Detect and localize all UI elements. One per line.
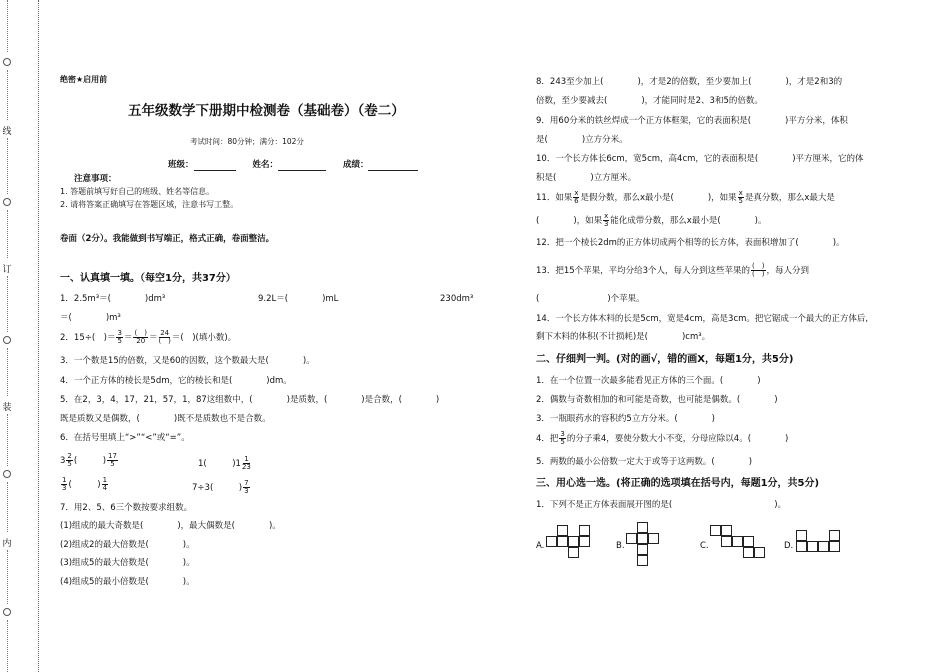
judge-4: 4．把 $\frac{3}{5}$ 的分子乘4，要使分数大小不变，分母应除以4。( ) bbox=[536, 430, 789, 446]
q6-row1-b: 1( )1 $\frac{1}{23}$ bbox=[198, 455, 251, 471]
name-label: 姓名： bbox=[252, 160, 278, 170]
q7-4: (4)组成5的最小倍数是( )。 bbox=[60, 577, 195, 587]
fraction: $\frac{17}{5}$ bbox=[108, 452, 117, 468]
binding-char: 装 bbox=[2, 403, 12, 413]
score-field[interactable] bbox=[368, 161, 418, 171]
q14-line1: 14．一个长方体木料的长是5cm，宽是4cm，高是3cm。把它锯成一个最大的正方体后, bbox=[536, 314, 869, 324]
section1-title: 一、认真填一填。（每空1分，共37分） bbox=[60, 273, 236, 284]
option-c-label: C. bbox=[700, 541, 709, 551]
score-label: 成绩： bbox=[342, 160, 369, 170]
q9-line2: 是( )立方分米。 bbox=[536, 135, 628, 145]
q1-a: 1．2.5m³＝( )dm³ bbox=[60, 294, 166, 304]
judge-3: 3．一瓶眼药水的容积约5立方分米。( ) bbox=[536, 414, 715, 424]
q14-line2: 剩下木料的体积(不计损耗)是( )cm³。 bbox=[536, 332, 711, 342]
q6: 6．在括号里填上“>”“<”或“=”。 bbox=[60, 433, 190, 443]
option-b-net bbox=[626, 522, 659, 566]
q3: 3．一个数是15的倍数，又是60的因数，这个数最大是( )。 bbox=[60, 356, 315, 366]
fraction: $\frac{24}{( )}$ bbox=[158, 329, 171, 345]
option-d-net bbox=[796, 530, 840, 554]
option-a-label: A. bbox=[536, 541, 545, 551]
fraction: $\frac{3}{5}$ bbox=[560, 430, 565, 446]
option-b-label: B. bbox=[616, 541, 625, 551]
q10-line1: 10．一个长方体长6cm，宽5cm，高4cm，它的表面积是( )平方厘米，它的体 bbox=[536, 154, 864, 164]
q13-line1: 13．把15个苹果，平均分给3个人，每人分到这些苹果的 $\frac{( )}{( )}$ ，每人分到 bbox=[536, 262, 810, 278]
note-item: 1. 答题前填写好自己的班级、姓名等信息。 bbox=[60, 187, 215, 196]
binding-char: 线 bbox=[2, 127, 12, 137]
q9-line1: 9．用60分米的铁丝焊成一个正方体框架，它的表面积是( )平方分米，体积 bbox=[536, 116, 848, 126]
fraction: $\frac{x}{5}$ bbox=[738, 189, 743, 205]
q6-row2-a: $\frac{1}{3}$ ( ) $\frac{1}{4}$ bbox=[62, 476, 108, 492]
q1-d: ＝( )m³ bbox=[60, 313, 121, 323]
note-item: 2. 请将答案正确填写在答题区域，注意书写工整。 bbox=[60, 200, 239, 209]
q12: 12．把一个棱长2dm的正方体切成两个相等的长方体，表面积增加了( )。 bbox=[536, 238, 845, 248]
notes-heading: 注意事项： bbox=[74, 174, 117, 184]
q7-3: (3)组成5的最大倍数是( )。 bbox=[60, 558, 195, 568]
binding-char: 内 bbox=[2, 539, 12, 549]
exam-info: 考试时间：80分钟；满分：102分 bbox=[190, 137, 304, 146]
q5-line2: 既是质数又是偶数，( )既不是质数也不是合数。 bbox=[60, 414, 271, 424]
q7-2: (2)组成2的最大倍数是( )。 bbox=[60, 540, 195, 550]
class-label: 班级： bbox=[168, 160, 194, 170]
q1-c: 230dm³ bbox=[440, 294, 474, 304]
fraction: $\frac{( )}{20}$ bbox=[134, 329, 147, 345]
q8-line1: 8．243至少加上( )，才是2的倍数，至少要加上( )，才是2和3的 bbox=[536, 77, 843, 87]
fraction: $\frac{2}{5}$ bbox=[67, 452, 72, 468]
judge-5: 5．两数的最小公倍数一定大于或等于这两数。( ) bbox=[536, 457, 753, 467]
q7-1: (1)组成的最大奇数是( )，最大偶数是( )。 bbox=[60, 521, 281, 531]
option-c-net bbox=[710, 525, 765, 558]
option-a-net bbox=[546, 525, 590, 567]
fraction: $\frac{x}{6}$ bbox=[574, 189, 579, 205]
judge-2: 2．偶数与奇数相加的和可能是奇数，也可能是偶数。( ) bbox=[536, 395, 778, 405]
option-d-label: D. bbox=[784, 541, 794, 551]
info-fields bbox=[168, 160, 418, 171]
fraction: $\frac{1}{3}$ bbox=[62, 476, 67, 492]
class-field[interactable] bbox=[194, 161, 236, 171]
secret-label: 绝密★启用前 bbox=[60, 75, 108, 84]
section3-title: 三、用心选一选。(将正确的选项填在括号内，每题1分，共5分) bbox=[536, 478, 820, 489]
fraction: $\frac{3}{5}$ bbox=[117, 329, 122, 345]
fraction: $\frac{x}{3}$ bbox=[603, 212, 609, 228]
right-column bbox=[530, 0, 940, 672]
judge-1: 1．在一个位置一次最多能看见正方体的三个面。( ) bbox=[536, 376, 761, 386]
page-title: 五年级数学下册期中检测卷（基础卷）（卷二） bbox=[128, 103, 405, 119]
q7: 7．用2、5、6三个数按要求组数。 bbox=[60, 503, 193, 513]
q1-b: 9.2L＝( )mL bbox=[258, 294, 339, 304]
fraction: $\frac{7}{3}$ bbox=[244, 479, 249, 495]
q5-line1: 5．在2，3，4，17，21，57，1，87这组数中，( )是质数，( )是合数，( ) bbox=[60, 395, 440, 405]
q6-row2-b: 7÷3( ) $\frac{7}{3}$ bbox=[192, 479, 249, 495]
neatness-note: 卷面（2分）。我能做到书写端正，格式正确，卷面整洁。 bbox=[60, 234, 275, 244]
q10-line2: 积是( )立方厘米。 bbox=[536, 173, 637, 183]
binding-char: 订 bbox=[2, 265, 12, 275]
fraction: $\frac{1}{23}$ bbox=[241, 455, 251, 471]
q2: 2．15÷( )＝ $\frac{3}{5}$ ＝ $\frac{( )}{20}$ ＝ $\frac{24}{( )}$ ＝( )(填小数)。 bbox=[60, 329, 237, 345]
q13-line2: ( )个苹果。 bbox=[536, 294, 645, 304]
fraction: $\frac{( )}{( )}$ bbox=[752, 262, 765, 278]
q11-line1: 11．如果 $\frac{x}{6}$ 是假分数，那么x最小是( )，如果 $\frac{x}{5}$ 是真分数，那么x最大是 bbox=[536, 189, 835, 205]
q8-line2: 倍数，至少要减去( )，才能同时是2、3和5的倍数。 bbox=[536, 96, 763, 106]
fraction: $\frac{1}{4}$ bbox=[102, 476, 108, 492]
q11-line2: ( )，如果 $\frac{x}{3}$ 能化成带分数，那么x最小是( )。 bbox=[536, 212, 767, 228]
section2-title: 二、仔细判一判。(对的画√，错的画X，每题1分，共5分) bbox=[536, 354, 794, 365]
name-field[interactable] bbox=[278, 161, 326, 171]
q4: 4．一个正方体的棱长是5dm，它的棱长和是( )dm。 bbox=[60, 376, 292, 386]
choice-1: 1．下列不是正方体表面展开图的是( )。 bbox=[536, 500, 787, 510]
q6-row1-a: 3 $\frac{2}{5}$ ( ) $\frac{17}{5}$ bbox=[60, 452, 117, 468]
